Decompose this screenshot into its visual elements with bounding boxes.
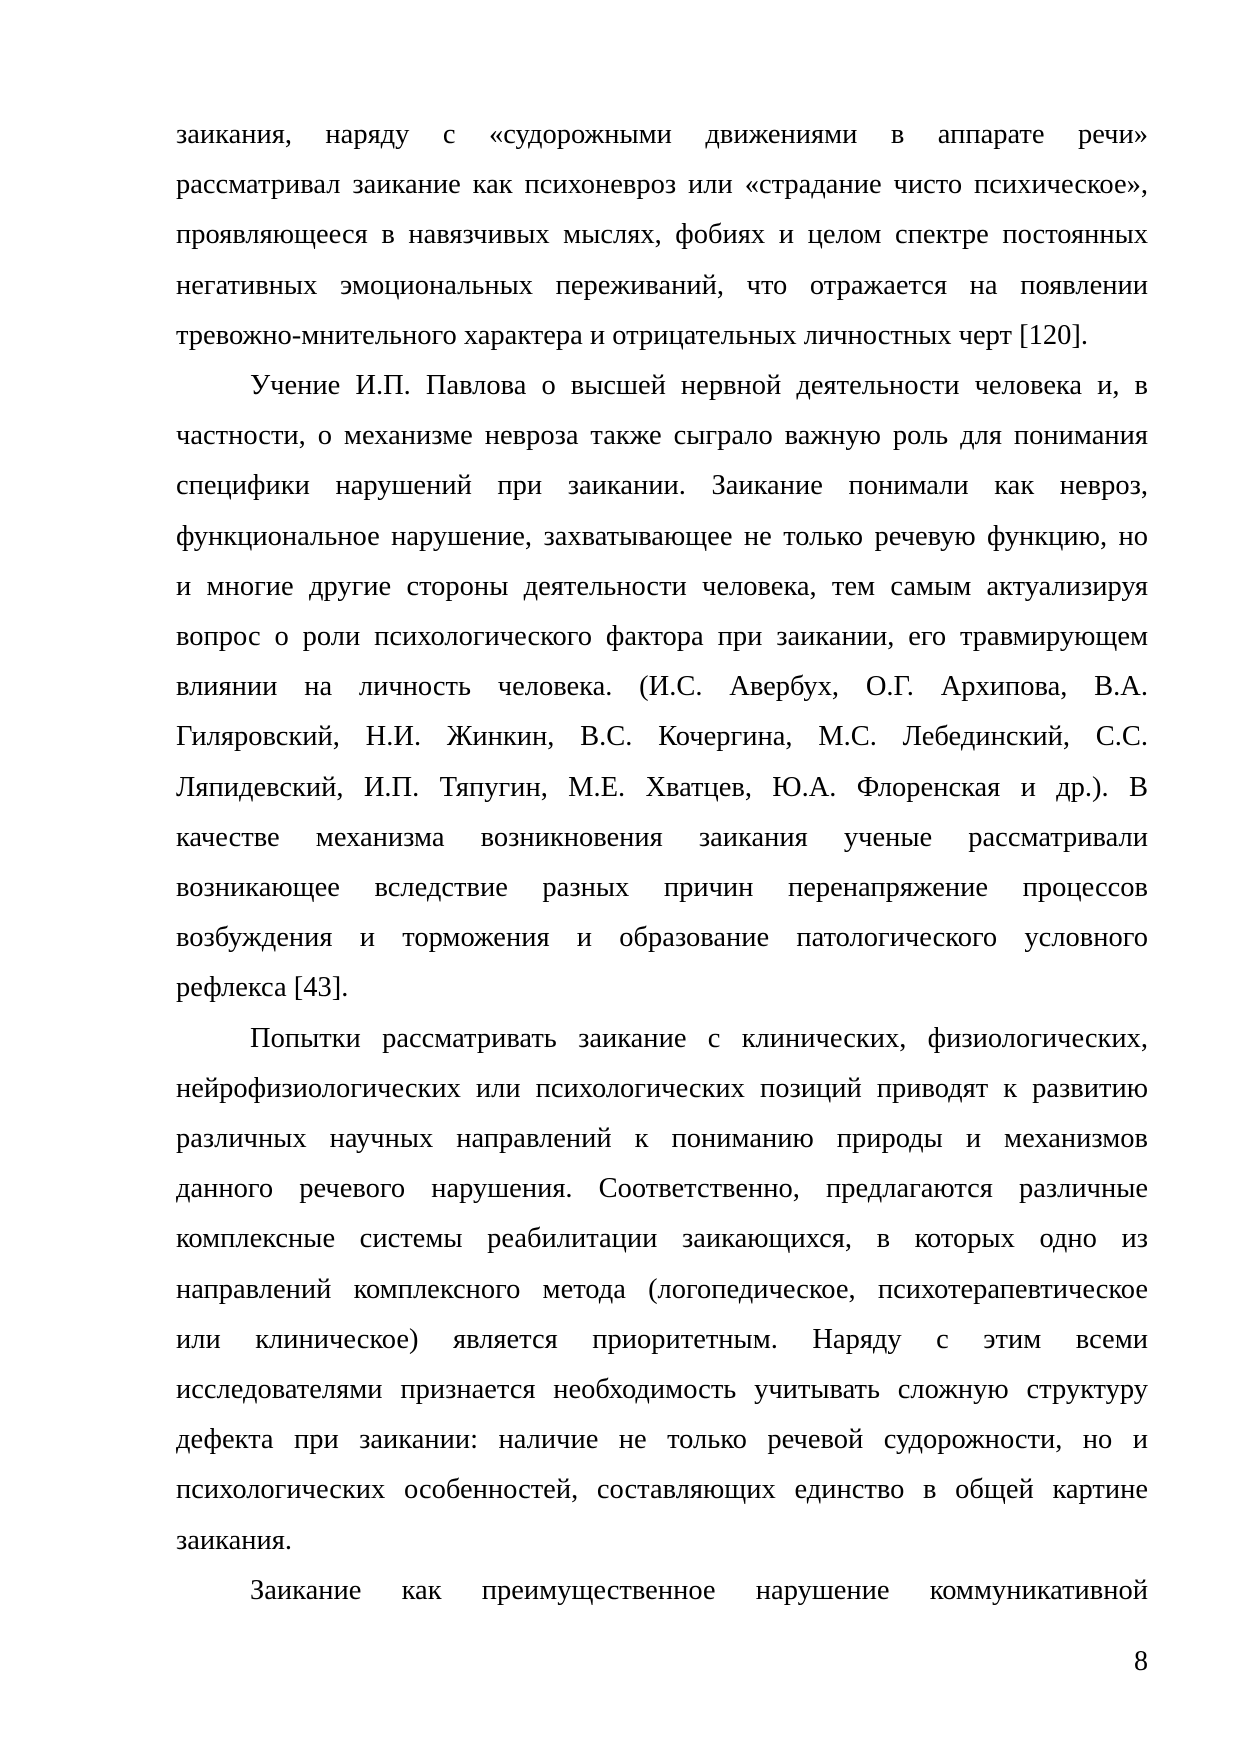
text-line: исследователями признается необходимость учитывать сложную структуру [176,1374,1148,1406]
text-line: вопрос о роли психологического фактора при заикании, его травмирующем [176,621,1148,653]
text-line: возбуждения и торможения и образование патологического условного [176,922,1148,954]
text-line: Учение И.П. Павлова о высшей нервной деятельности человека и, в [250,370,1148,402]
text-line: тревожно-мнительного характера и отрицательных личностных черт [120]. [176,319,1088,351]
text-line: заикания, наряду с «судорожными движениями в аппарате речи» [176,119,1148,150]
text-line: и многие другие стороны деятельности человека, тем самым актуализируя [176,570,1148,602]
paragraph [176,110,1148,361]
text-line: Гиляровский, Н.И. Жинкин, В.С. Кочергина, М.С. Лебединский, С.С. [176,721,1148,753]
text-line: психологических особенностей, составляющих единство в общей картине [176,1474,1148,1506]
text-line: Попытки рассматривать заикание с клинических, физиологических, [250,1022,1148,1054]
text-line: рефлекса [43]. [176,972,349,1004]
text-line: Ляпидевский, И.П. Тяпугин, М.Е. Хватцев, Ю.А. Флоренская и др.). В [176,771,1148,803]
text-line: заикания. [176,1524,292,1556]
text-line: проявляющееся в навязчивых мыслях, фобиях и целом спектре постоянных [176,219,1148,251]
text-line: функциональное нарушение, захватывающее не только речевую функцию, но [176,520,1148,552]
text-line: негативных эмоциональных переживаний, что отражается на появлении [176,269,1148,301]
text-line: частности, о механизме невроза также сыграло важную роль для понимания [176,420,1148,452]
paragraph [176,1014,1148,1566]
text-line: рассматривал заикание как психоневроз или «страдание чисто психическое», [176,169,1148,201]
text-line: различных научных направлений к пониманию природы и механизмов [176,1123,1148,1155]
text-line: нейрофизиологических или психологических позиций приводят к развитию [176,1072,1148,1104]
text-line: или клиническое) является приоритетным. Наряду с этим всеми [176,1323,1148,1355]
page-number: 8 [1134,1646,1148,1677]
text-line: комплексные системы реабилитации заикающихся, в которых одно из [176,1223,1148,1255]
text-line: направлений комплексного метода (логопедическое, психотерапевтическое [176,1273,1148,1305]
text-line: дефекта при заикании: наличие не только речевой судорожности, но и [176,1424,1148,1456]
paragraph [176,361,1148,1014]
paragraph [176,1566,1148,1616]
text-line: Заикание как преимущественное нарушение коммуникативной [250,1574,1148,1606]
body-text [176,110,1148,1616]
text-line: возникающее вследствие разных причин перенапряжение процессов [176,872,1148,904]
text-line: специфики нарушений при заикании. Заикание понимали как невроз, [176,470,1148,502]
text-line: влиянии на личность человека. (И.С. Авербух, О.Г. Архипова, В.А. [176,671,1148,703]
text-line: данного речевого нарушения. Соответственно, предлагаются различные [176,1173,1148,1205]
text-line: качестве механизма возникновения заикания ученые рассматривали [176,821,1148,853]
